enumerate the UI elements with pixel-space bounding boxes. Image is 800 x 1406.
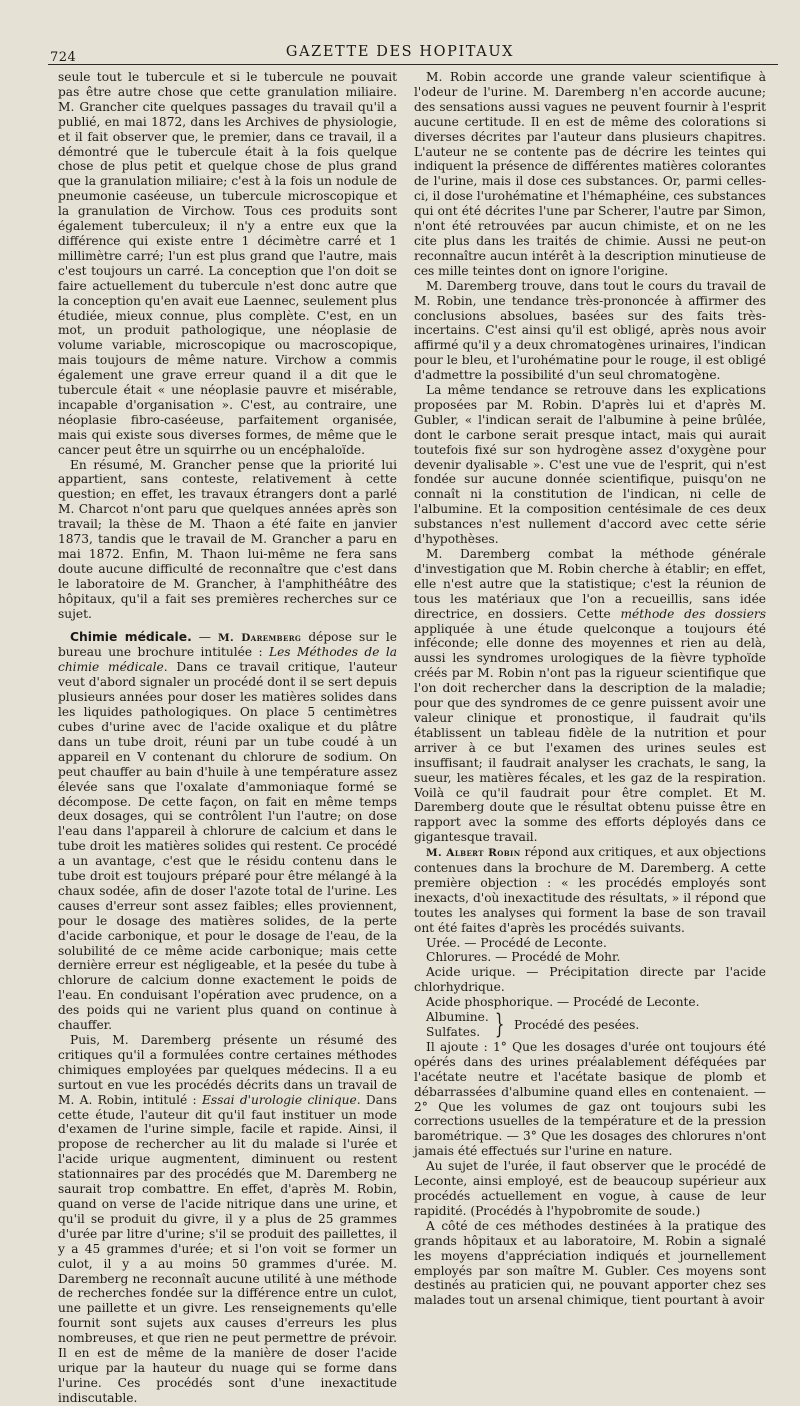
paragraph: Il ajoute : 1° Que les dosages d'urée ont toujours été opérés dans des urines préalablement déféquées par l'acétate neutre et l'acétate basique de plomb et débarrassées d'albumine quand elles en contenaient. — 2° Que les volumes de gaz ont toujours subi les corrections usuelles de la température et de la pression barométrique. — 3° Que les dosages des chlorures n'ont jamais été effectués sur l'urine en nature. xyxy=(414,1039,766,1159)
work-title: Essai d'urologie clinique xyxy=(201,1092,357,1107)
paragraph: M. Albert Robin répond aux critiques, et aux objections contenues dans la brochure de M. Daremberg. A cette première objection : « les procédés employés sont inexacts, d'où inexactitude des résultats, » il répond que toutes les analyses qui forment la base de son travail ont été faites d'après les procédés suivants. xyxy=(414,845,766,935)
paragraph: M. Daremberg trouve, dans tout le cours du travail de M. Robin, une tendance très-prononcée à affirmer des conclusions absolues, basées sur des faits très-incertains. C'est ainsi qu'il est obligé, après nous avoir affirmé qu'il y a deux chromatogènes urinaires, l'indican pour le bleu, et l'urohématine pour le rouge, il est obligé d'admettre la possibilité d'un seul chromatogène. xyxy=(414,278,766,383)
author-name: M. Daremberg xyxy=(217,631,302,644)
paragraph: La même tendance se retrouve dans les explications proposées par M. Robin. D'après lui et d'après M. Gubler, « l'indican serait de l'albumine à peine brûlée, dont le carbone serait presque intact, mais qui aurait toutefois fixé sur son hydrogène assez d'oxygène pour devenir dyalisable ». C'est une vue de l'esprit, qui n'est fondée sur aucune donnée scientifique, puisqu'on ne connaît ni la constitution de l'indican, ni celle de l'albumine. Et la composition centésimale de ces deux substances n'est nullement d'accord avec cette série d'hypothèses. xyxy=(414,383,766,547)
procedure-item: Sulfates. xyxy=(426,1025,481,1039)
paragraph: Au sujet de l'urée, il faut observer que le procédé de Leconte, ainsi employé, est de beaucoup supérieur aux procédés actuellement en vogue, à cause de leur rapidité. (Procédés à l'hypobromite de soude.) xyxy=(414,1159,766,1218)
procedure-item: Albumine. xyxy=(426,1010,489,1025)
section-heading: Chimie médicale. xyxy=(70,629,192,644)
left-column xyxy=(58,70,397,1406)
procedure-item: Acide urique. — Précipitation directe par l'acide chlorhydrique. xyxy=(414,965,766,995)
brace-items xyxy=(426,1010,489,1040)
paragraph: M. Robin accorde une grande valeur scientifique à l'odeur de l'urine. M. Daremberg n'en accorde aucune; des sensations aussi vagues ne peuvent fournir à l'esprit aucune certitude. Il en est de même des colorations si diverses décrites par l'auteur dans plusieurs chapitres. L'auteur ne se contente pas de décrire les teintes qui indiquent la présence de différentes matières colorantes de l'urine, mais il dose ces substances. Or, parmi celles-ci, il dose l'urohématine et l'hémaphéine, ces substances qui ont été décrites l'une par Scherer, l'autre par Simon, n'ont été retrouvées par aucun chimiste, et on ne les cite plus dans les traités de chimie. Aussi ne peut-on reconnaître aucun intérêt à la description minutieuse de ces mille teintes dont on ignore l'origine. xyxy=(414,70,766,278)
brace-label: Procédé des pesées. xyxy=(513,1017,640,1032)
paragraph: seule tout le tubercule et si le tubercule ne pouvait pas être autre chose que cette granulation miliaire. M. Grancher cite quelques passages du travail qu'il a publié, en mai 1872, dans les Archives de physiologie, et il fait observer que, le premier, dans ce travail, il a démontré que le tubercule était à la fois quelque chose de plus petit et quelque chose de plus grand que la granulation miliaire; c'est à la fois un nodule de pneumonie caséeuse, un tubercule microscopique et la granulation de Virchow. Tous ces produits sont également tuberculeux; il n'y a entre eux que la différence qui existe entre 1 décimètre carré et 1 millimètre carré; l'un est plus grand que l'autre, mais c'est toujours un carré. La conception que l'on doit se faire actuellement du tubercule n'est donc autre que la conception qu'en avait eue Laennec, seulement plus étudiée, mieux connue, plus complète. C'est, en un mot, un produit pathologique, une néoplasie de volume variable, microscopique ou macroscopique, mais toujours de même nature. Virchow a commis également une grave erreur quand il a dit que le tubercule était « une néoplasie pauvre et misérable, incapable d'organisation ». C'est, au contraire, une néoplasie fibro-caséeuse, parfaitement organisée, mais qui existe sous diverses formes, de même que le cancer peut être un squirrhe ou un encéphaloïde. xyxy=(58,70,397,457)
paragraph: En résumé, M. Grancher pense que la priorité lui appartient, sans conteste, relativement à cette question; en effet, les travaux étrangers dont a parlé M. Charcot n'ont paru que quelques années après son travail; la thèse de M. Thaon a été faite en janvier 1873, tandis que le travail de M. Grancher a paru en mai 1872. Enfin, M. Thaon lui-même ne fera sans doute aucune difficulté de reconnaître que c'est dans le laboratoire de M. Grancher, à l'amphithéâtre des hôpitaux, qu'il a fait ses premières recherches sur ce sujet. xyxy=(58,457,397,621)
author-name: M. Albert Robin xyxy=(426,847,521,860)
page-number: 724 xyxy=(50,50,77,65)
procedure-item: Acide phosphorique. — Procédé de Leconte. xyxy=(426,995,700,1010)
journal-title: GAZETTE DES HOPITAUX xyxy=(285,44,515,60)
paragraph: A côté de ces méthodes destinées à la pratique des grands hôpitaux et au laboratoire, M. Robin a signalé les moyens d'appréciation indiqués et journellement employés par son maître M. Gubler. Ces moyens sont destinés au praticien qui, ne pouvant apporter chez ses malades tout un arsenal chimique, tient pourtant à avoir xyxy=(414,1218,766,1308)
procedure-item: Chlorures. — Procédé de Mohr. xyxy=(426,950,621,965)
right-column xyxy=(414,70,766,1308)
section-chimie-medicale: Chimie médicale. — M. Daremberg dépose sur le bureau une brochure intitulée : Les Méthodes de la chimie médicale. Dans ce travail critique, l'auteur veut d'abord signaler un procédé dont il se sert depuis plusieurs années pour doser les matières solides dans les liquides pathologiques. On place 5 centimètres cubes d'urine avec de l'acide oxalique et du plâtre dans un tube droit, réuni par un tube coudé à un appareil en V contenant du chlorure de sodium. On peut chauffer au bain d'huile à une température assez élevée sans que l'oxalate d'ammoniaque formé se décompose. De cette façon, on fait en même temps deux dosages, qui se contrôlent l'un l'autre; on dose l'eau dans l'appareil à chlorure de calcium et dans le tube droit les matières solides qui restent. Ce procédé a un avantage, c'est que le résidu contenu dans le tube droit est toujours préparé pour être mélangé à la chaux sodée, afin de doser l'azote total de l'urine. Les causes d'erreur sont assez faibles; elles proviennent, pour le dosage des matières solides, de la perte d'acide carbonique, et pour le dosage de l'eau, de la solubilité de ce même acide carbonique; mais cette dernière erreur est négligeable, et la pesée du tube à chlorure de calcium donne exactement le poids de l'eau. En conduisant l'opération avec prudence, on a des poids qui ne varient plus quand on continue à chauffer. xyxy=(58,629,398,1033)
page-header xyxy=(0,0,800,65)
paragraph: M. Daremberg combat la méthode générale d'investigation que M. Robin cherche à établir; en effet, elle n'est autre que la statistique; c'est la réunion de tous les matériaux que l'on a recueillis, sans idée directrice, en dossiers. Cette méthode des dossiers appliquée à une étude quelconque a toujours été inféconde; elle donne des moyennes et rien au delà, aussi les syndromes urologiques de la fièvre typhoïde créés par M. Robin n'ont pas la rigueur scientifique que l'on doit rechercher dans la description de la maladie; pour que des syndromes de ce genre puissent avoir une valeur clinique et pronostique, il faudrait qu'ils établissent un tableau fidèle de la nutrition et pour arriver à ce but l'examen des urines seules est insuffisant; il faudrait analyser les crachats, le sang, la sueur, les matières fécales, et les gaz de la respiration. Voilà ce qu'il faudrait pour être complet. Et M. Daremberg doute que le résultat obtenu puisse être en rapport avec la somme des efforts déployés dans ce gigantesque travail. xyxy=(414,547,766,845)
brace-group xyxy=(426,1010,766,1040)
header-rule xyxy=(48,64,778,65)
brochure-title: Les Méthodes de la chimie médicale xyxy=(58,645,397,675)
paragraph: Puis, M. Daremberg présente un résumé des critiques qu'il a formulées contre certaines méthodes chimiques employées par quelques médecins. Il a eu surtout en vue les procédés décrits dans un travail de M. A. Robin, intitulé : Essai d'urologie clinique. Dans cette étude, l'auteur dit qu'il faut instituer un mode d'examen de l'urine simple, facile et rapide. Ainsi, il propose de rechercher au lit du malade si l'urée et l'acide urique augmentent, diminuent ou restent stationnaires par des procédés que M. Daremberg ne saurait trop combattre. En effet, d'après M. Robin, quand on verse de l'acide nitrique dans une urine, et qu'il se produit du givre, il y a plus de 25 grammes d'urée par litre d'urine; s'il se produit des paillettes, il y a 45 grammes d'urée; et si l'on voit se former un culot, il y a au moins 50 grammes d'urée. M. Daremberg ne reconnaît aucune utilité à une méthode de recherches fondée sur la différence entre un culot, une paillette et un givre. Les renseignements qu'elle fournit sont sujets aux causes d'erreurs les plus nombreuses, et que rien ne peut permettre de prévoir. Il en est de même de la manière de doser l'acide urique par la hauteur du nuage qui se forme dans l'urine. Ces procédés sont d'une inexactitude indiscutable. xyxy=(58,1033,398,1405)
procedure-item: Urée. — Procédé de Leconte. xyxy=(426,935,607,950)
emphasis: méthode des dossiers xyxy=(620,606,766,621)
brace-symbol: } xyxy=(494,1009,505,1040)
